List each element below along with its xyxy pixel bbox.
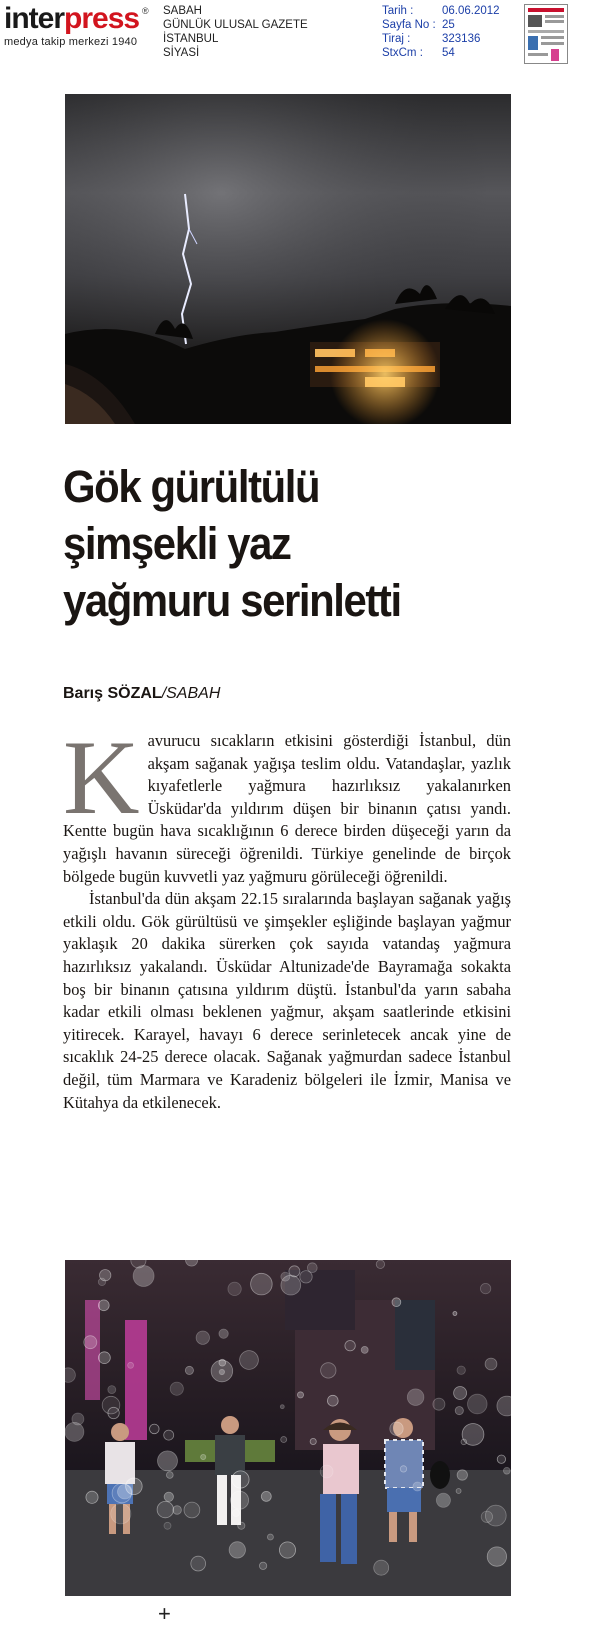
byline-source: /SABAH — [161, 685, 221, 702]
logo-wordmark: interpress — [4, 2, 140, 35]
meta-row: Tarih : 06.06.2012 — [382, 5, 500, 17]
headline-line: şimşekli yaz — [63, 518, 291, 569]
headline-line: yağmuru serinletti — [63, 575, 401, 626]
logo-tagline: medya takip merkezi 1940 — [4, 36, 138, 48]
clipping-meta — [382, 4, 500, 60]
rain-street-photo — [65, 1260, 511, 1596]
publication-type: GÜNLÜK ULUSAL GAZETE — [163, 19, 308, 31]
drop-cap: K — [63, 719, 140, 836]
meta-row: StxCm : 54 — [382, 47, 455, 59]
paragraph: İstanbul'da dün akşam 22.15 sıralarında başlayan sağanak yağış etkili oldu. Gök gürültüsü ve şimşekler eşliğinde başlayan yağmur yaklaşık 20 dakika sürerken çok sayıda vatandaş yağmura hazırlıksız yakalandı. Üsküdar Altunizade'de Bayramağa sokakta boş bir binanın çatısına yıldırım düştü. İstanbul'da yarın sabaha kadar etkili olması beklenen yağmur, akşam saatlerinde etkisini yitirecek. Karayel, havayı 6 derece serinletecek ancak yine de sıcaklık 24-25 derece olacak. Sağanak yağmurdan sadece İstanbul değil, tüm Marmara ve Karadeniz bölgeleri ile İzmir, Manisa ve Kütahya da etkilenecek. — [63, 889, 511, 1112]
byline — [63, 685, 220, 703]
publication-city: İSTANBUL — [163, 33, 219, 45]
page-thumbnail[interactable] — [524, 4, 568, 64]
lightning-photo — [65, 94, 511, 424]
publication-section: SİYASİ — [163, 47, 200, 59]
publication-info — [163, 4, 308, 60]
meta-row: Tiraj : 323136 — [382, 33, 481, 45]
article-body — [63, 719, 511, 1114]
paragraph: avurucu sıcakların etkisini gösterdiği İstanbul, dün akşam sağanak yağışa teslim oldu. Vatandaşlar, yazlık kıyafetlerle yağmura hazırlıksız yakalanırken Üsküdar'da yıldırım düşen bir binanın çatısı yandı. Kentte bugün hava sıcaklığının 6 derece birden düşeceği yarın da yağışlı havanın süreceği öğrenildi. Türkiye genelinde de birçok bölgede bugün kuvvetli yaz yağmuru görüleceği öğrenildi. — [63, 731, 511, 886]
article-headline — [63, 458, 500, 629]
registered-mark: ® — [142, 6, 149, 16]
meta-row: Sayfa No : 25 — [382, 19, 455, 31]
author-name: Barış SÖZAL — [63, 685, 162, 702]
publication-name: SABAH — [163, 5, 202, 17]
crosshair-mark: + — [158, 1601, 171, 1626]
interpress-logo — [4, 4, 149, 52]
headline-line: Gök gürültülü — [63, 461, 320, 512]
